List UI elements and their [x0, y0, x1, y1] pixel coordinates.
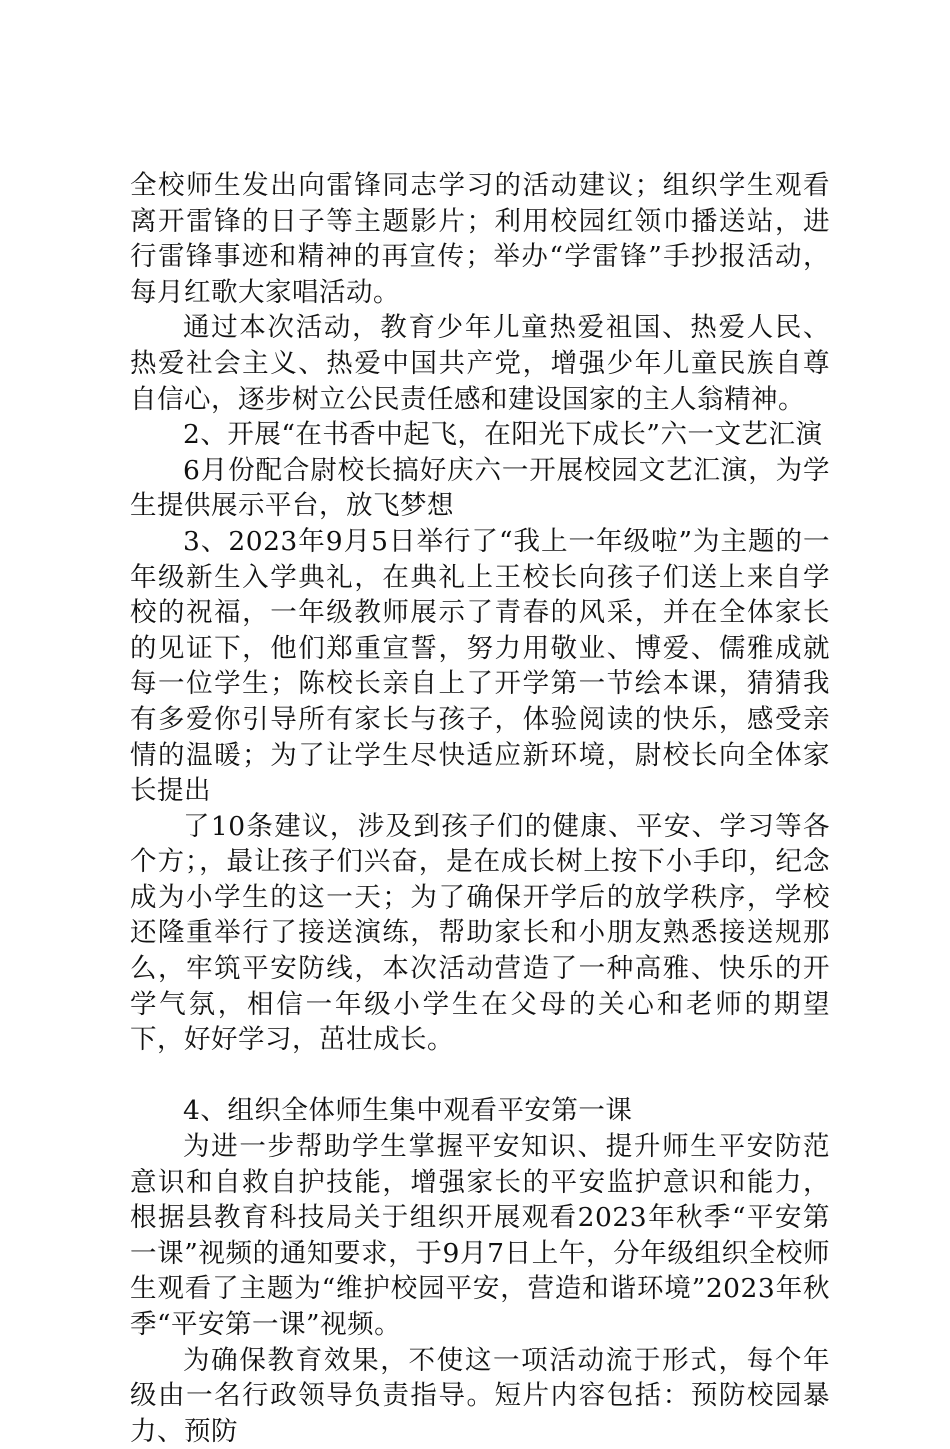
section-heading-children-day: 2、开展“在书香中起飞，在阳光下成长”六一文艺汇演 — [183, 419, 823, 451]
paragraph-enrollment-ceremony: 3、2023年9月5日举行了“我上一年级啦”为主题的一年级新生入学典礼，在典礼上王校长向孩子们送上来自学校的祝福，一年级教师展示了青春的风采，并在全体家长的见证下，他们郑重宣誓，努力用敬业、博爱、儒雅成就每一位学生；陈校长亲自上了开学第一节绘本课，猜猜我有多爱你引导所有家长与孩子，体验阅读的快乐，感受亲情的温暖；为了让学生尽快适应新环境，尉校长向全体家长提出 — [130, 525, 830, 807]
document-body — [130, 168, 830, 1449]
paragraph-spacer — [130, 1058, 830, 1094]
paragraph-children-day: 6月份配合尉校长搞好庆六一开展校园文艺汇演，为学生提供展示平台，放飞梦想 — [130, 454, 830, 522]
paragraph-safety-lesson: 为进一步帮助学生掌握平安知识、提升师生平安防范意识和自救自护技能，增强家长的平安监护意识和能力，根据县教育科技局关于组织开展观看2023年秋季“平安第一课”视频的通知要求，于9月7日上午，分年级组织全校师生观看了主题为“维护校园平安，营造和谐环境”2023年秋季“平安第一课”视频。 — [130, 1131, 830, 1340]
section-heading-safety-lesson: 4、组织全体师生集中观看平安第一课 — [183, 1095, 633, 1127]
paragraph-lei-feng-activities: 全校师生发出向雷锋同志学习的活动建议；组织学生观看离开雷锋的日子等主题影片；利用校园红领巾播送站，进行雷锋事迹和精神的再宣传；举办“学雷锋”手抄报活动，每月红歌大家唱活动。 — [130, 170, 830, 308]
paragraph-education-effect: 为确保教育效果，不使这一项活动流于形式，每个年级由一名行政领导负责指导。短片内容包括：预防校园暴力、预防 — [130, 1344, 830, 1447]
paragraph-enrollment-continued: 了10条建议，涉及到孩子们的健康、平安、学习等各个方；，最让孩子们兴奋，是在成长树上按下小手印，纪念成为小学生的这一天；为了确保开学后的放学秩序，学校还隆重举行了接送演练，帮助家长和小朋友熟悉接送规那么，牢筑平安防线，本次活动营造了一种高雅、快乐的开学气氛，相信一年级小学生在父母的关心和老师的期望下，好好学习，茁壮成长。 — [130, 810, 830, 1056]
paragraph-activity-purpose: 通过本次活动，教育少年儿童热爱祖国、热爱人民、热爱社会主义、热爱中国共产党，增强少年儿童民族自尊自信心，逐步树立公民责任感和建设国家的主人翁精神。 — [130, 312, 830, 415]
